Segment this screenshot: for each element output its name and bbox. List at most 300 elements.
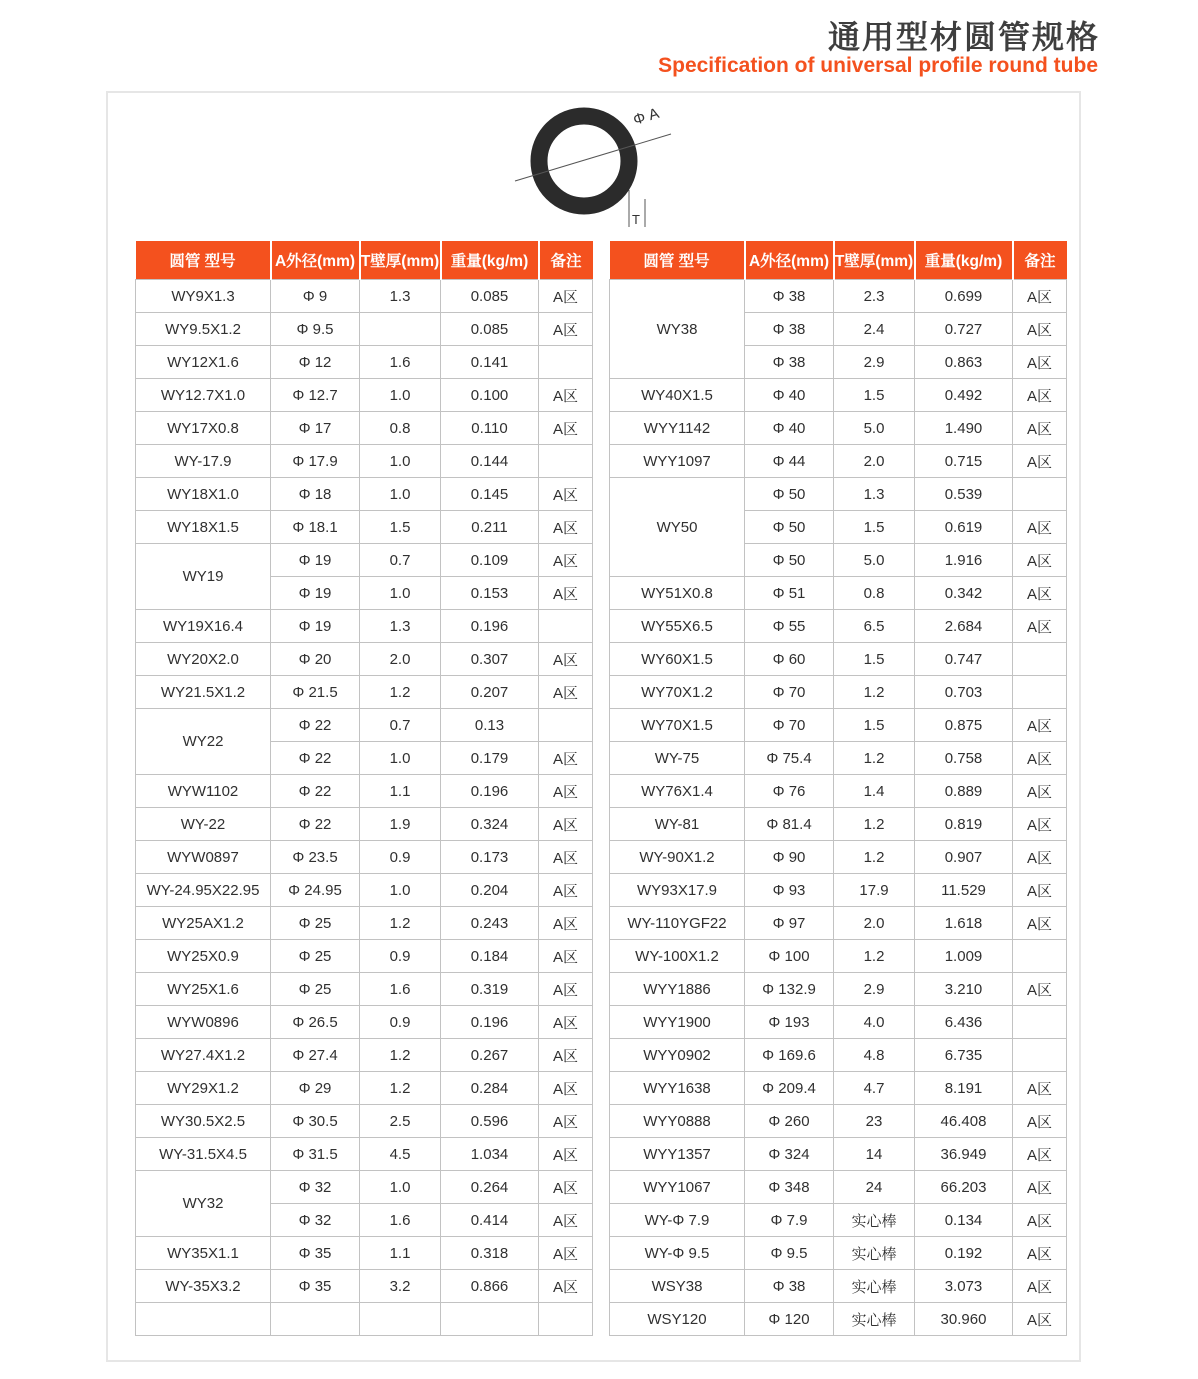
cell-note: A区 bbox=[539, 874, 593, 907]
cell-model: WY-24.95X22.95 bbox=[136, 874, 271, 907]
cell-weight: 30.960 bbox=[915, 1303, 1013, 1336]
cell-note: A区 bbox=[539, 511, 593, 544]
table-row bbox=[610, 478, 1067, 511]
cell-outer-diameter: Φ 70 bbox=[745, 709, 834, 742]
cell-outer-diameter: Φ 31.5 bbox=[271, 1138, 360, 1171]
cell-weight: 0.307 bbox=[441, 643, 539, 676]
cell-outer-diameter: Φ 38 bbox=[745, 1270, 834, 1303]
cell-outer-diameter: Φ 35 bbox=[271, 1270, 360, 1303]
cell-wall-thickness: 0.8 bbox=[834, 577, 915, 610]
cell-outer-diameter: Φ 120 bbox=[745, 1303, 834, 1336]
cell-weight: 66.203 bbox=[915, 1171, 1013, 1204]
cell-note: A区 bbox=[1013, 577, 1067, 610]
table-row bbox=[136, 478, 593, 511]
cell-outer-diameter: Φ 9.5 bbox=[271, 313, 360, 346]
cell-model: WY-22 bbox=[136, 808, 271, 841]
cell-weight: 0.100 bbox=[441, 379, 539, 412]
table-row bbox=[136, 907, 593, 940]
cell-weight: 0.153 bbox=[441, 577, 539, 610]
cell-weight: 0.196 bbox=[441, 775, 539, 808]
cell-outer-diameter: Φ 22 bbox=[271, 775, 360, 808]
cell-outer-diameter: Φ 30.5 bbox=[271, 1105, 360, 1138]
cell-outer-diameter: Φ 20 bbox=[271, 643, 360, 676]
cell-note: A区 bbox=[539, 478, 593, 511]
cell-outer-diameter: Φ 27.4 bbox=[271, 1039, 360, 1072]
cell-wall-thickness: 1.2 bbox=[834, 742, 915, 775]
cell-weight: 0.144 bbox=[441, 445, 539, 478]
cell-outer-diameter: Φ 50 bbox=[745, 544, 834, 577]
table-row bbox=[610, 643, 1067, 676]
cell-outer-diameter: Φ 324 bbox=[745, 1138, 834, 1171]
cell-weight: 0.539 bbox=[915, 478, 1013, 511]
cell-model: WY-Φ 9.5 bbox=[610, 1237, 745, 1270]
header-row bbox=[136, 241, 593, 280]
cell-weight: 1.618 bbox=[915, 907, 1013, 940]
cell-wall-thickness: 1.5 bbox=[360, 511, 441, 544]
cell-outer-diameter: Φ 60 bbox=[745, 643, 834, 676]
table-row bbox=[610, 1204, 1067, 1237]
cell-outer-diameter: Φ 260 bbox=[745, 1105, 834, 1138]
cell-note: A区 bbox=[539, 1237, 593, 1270]
cell-weight: 0.264 bbox=[441, 1171, 539, 1204]
cell-wall-thickness: 1.2 bbox=[834, 841, 915, 874]
table-row bbox=[610, 412, 1067, 445]
cell-weight: 0.414 bbox=[441, 1204, 539, 1237]
cell-weight: 6.436 bbox=[915, 1006, 1013, 1039]
cell-note bbox=[539, 709, 593, 742]
cell-model: WYY0902 bbox=[610, 1039, 745, 1072]
cell-weight: 0.619 bbox=[915, 511, 1013, 544]
cell-note bbox=[1013, 1006, 1067, 1039]
cell-model: WY17X0.8 bbox=[136, 412, 271, 445]
cell-weight: 36.949 bbox=[915, 1138, 1013, 1171]
cell-note: A区 bbox=[1013, 775, 1067, 808]
cell-note: A区 bbox=[539, 1006, 593, 1039]
cell-note: A区 bbox=[539, 1270, 593, 1303]
cell-model: WY-Φ 7.9 bbox=[610, 1204, 745, 1237]
cell-outer-diameter: Φ 38 bbox=[745, 346, 834, 379]
cell-model: WY19 bbox=[136, 544, 271, 610]
cell-wall-thickness: 0.7 bbox=[360, 544, 441, 577]
cell-outer-diameter: Φ 44 bbox=[745, 445, 834, 478]
cell-wall-thickness: 1.2 bbox=[360, 907, 441, 940]
cell-note: A区 bbox=[1013, 280, 1067, 313]
cell-model: WY-110YGF22 bbox=[610, 907, 745, 940]
cell-model: WY20X2.0 bbox=[136, 643, 271, 676]
cell-model: WY35X1.1 bbox=[136, 1237, 271, 1270]
cell-outer-diameter: Φ 90 bbox=[745, 841, 834, 874]
cell-weight: 46.408 bbox=[915, 1105, 1013, 1138]
cell-weight: 0.134 bbox=[915, 1204, 1013, 1237]
cell-note: A区 bbox=[539, 841, 593, 874]
cell-wall-thickness: 1.3 bbox=[360, 610, 441, 643]
cell-wall-thickness: 1.2 bbox=[360, 676, 441, 709]
cell-outer-diameter: Φ 55 bbox=[745, 610, 834, 643]
cell-outer-diameter: Φ 22 bbox=[271, 709, 360, 742]
cell-model: WY51X0.8 bbox=[610, 577, 745, 610]
cell-wall-thickness: 1.2 bbox=[360, 1039, 441, 1072]
cell-note bbox=[1013, 940, 1067, 973]
cell-wall-thickness: 实心棒 bbox=[834, 1303, 915, 1336]
table-row bbox=[136, 544, 593, 577]
cell-outer-diameter: Φ 70 bbox=[745, 676, 834, 709]
cell-wall-thickness: 1.2 bbox=[834, 940, 915, 973]
cell-note bbox=[539, 610, 593, 643]
cell-note: A区 bbox=[539, 313, 593, 346]
table-row bbox=[610, 775, 1067, 808]
cell-note: A区 bbox=[1013, 544, 1067, 577]
cell-model: WYW0897 bbox=[136, 841, 271, 874]
table-row bbox=[136, 1105, 593, 1138]
cell-model: WYY1886 bbox=[610, 973, 745, 1006]
cell-weight: 8.191 bbox=[915, 1072, 1013, 1105]
cell-wall-thickness: 17.9 bbox=[834, 874, 915, 907]
cell-wall-thickness: 实心棒 bbox=[834, 1204, 915, 1237]
cell-model: WY21.5X1.2 bbox=[136, 676, 271, 709]
tube-cross-section-diagram bbox=[513, 101, 683, 236]
cell-model: WY-81 bbox=[610, 808, 745, 841]
cell-model: WSY120 bbox=[610, 1303, 745, 1336]
cell-note: A区 bbox=[539, 940, 593, 973]
column-header: 重量(kg/m) bbox=[441, 241, 539, 280]
cell-weight: 0.211 bbox=[441, 511, 539, 544]
cell-outer-diameter: Φ 76 bbox=[745, 775, 834, 808]
cell-model: WY25X0.9 bbox=[136, 940, 271, 973]
cell-model: WYY0888 bbox=[610, 1105, 745, 1138]
cell-outer-diameter: Φ 38 bbox=[745, 313, 834, 346]
table-row bbox=[136, 346, 593, 379]
cell-model: WY-31.5X4.5 bbox=[136, 1138, 271, 1171]
cell-note: A区 bbox=[1013, 907, 1067, 940]
cell-weight: 0.192 bbox=[915, 1237, 1013, 1270]
cell-outer-diameter: Φ 7.9 bbox=[745, 1204, 834, 1237]
spec-table-left bbox=[135, 241, 593, 1336]
cell-outer-diameter: Φ 50 bbox=[745, 478, 834, 511]
cell-outer-diameter: Φ 19 bbox=[271, 544, 360, 577]
cell-wall-thickness: 1.1 bbox=[360, 775, 441, 808]
cell-weight: 6.735 bbox=[915, 1039, 1013, 1072]
cell-weight: 0.318 bbox=[441, 1237, 539, 1270]
cell-wall-thickness: 0.8 bbox=[360, 412, 441, 445]
cell-outer-diameter: Φ 97 bbox=[745, 907, 834, 940]
table-row bbox=[610, 742, 1067, 775]
cell-weight: 0.715 bbox=[915, 445, 1013, 478]
cell-outer-diameter: Φ 32 bbox=[271, 1171, 360, 1204]
cell-model: WYY1097 bbox=[610, 445, 745, 478]
cell-weight: 0.319 bbox=[441, 973, 539, 1006]
table-row bbox=[610, 1237, 1067, 1270]
table-row bbox=[136, 1270, 593, 1303]
cell-outer-diameter: Φ 40 bbox=[745, 412, 834, 445]
table-row bbox=[136, 1138, 593, 1171]
cell-model: WYY1900 bbox=[610, 1006, 745, 1039]
cell-weight: 11.529 bbox=[915, 874, 1013, 907]
table-row bbox=[136, 1072, 593, 1105]
cell-note: A区 bbox=[539, 973, 593, 1006]
cell-weight: 0.13 bbox=[441, 709, 539, 742]
cell-model: WYW1102 bbox=[136, 775, 271, 808]
cell-outer-diameter: Φ 193 bbox=[745, 1006, 834, 1039]
cell-weight: 0.747 bbox=[915, 643, 1013, 676]
cell-model: WY70X1.5 bbox=[610, 709, 745, 742]
cell-outer-diameter: Φ 348 bbox=[745, 1171, 834, 1204]
cell-model: WY40X1.5 bbox=[610, 379, 745, 412]
cell-model: WY19X16.4 bbox=[136, 610, 271, 643]
cell-model: WY55X6.5 bbox=[610, 610, 745, 643]
cell-weight: 1.490 bbox=[915, 412, 1013, 445]
cell-note: A区 bbox=[539, 280, 593, 313]
cell-note: A区 bbox=[1013, 1138, 1067, 1171]
cell-wall-thickness: 2.4 bbox=[834, 313, 915, 346]
table-row bbox=[136, 775, 593, 808]
cell-model: WY70X1.2 bbox=[610, 676, 745, 709]
cell-wall-thickness: 2.9 bbox=[834, 973, 915, 1006]
table-row bbox=[610, 1303, 1067, 1336]
cell-wall-thickness: 3.2 bbox=[360, 1270, 441, 1303]
cell-wall-thickness: 1.3 bbox=[834, 478, 915, 511]
cell-model: WY12.7X1.0 bbox=[136, 379, 271, 412]
cell-wall-thickness: 2.3 bbox=[834, 280, 915, 313]
cell-outer-diameter: Φ 25 bbox=[271, 940, 360, 973]
cell-weight bbox=[441, 1303, 539, 1336]
column-header: 重量(kg/m) bbox=[915, 241, 1013, 280]
cell-wall-thickness: 2.0 bbox=[834, 907, 915, 940]
cell-wall-thickness: 2.9 bbox=[834, 346, 915, 379]
cell-model: WY9X1.3 bbox=[136, 280, 271, 313]
table-row bbox=[610, 577, 1067, 610]
cell-note: A区 bbox=[1013, 1171, 1067, 1204]
cell-note bbox=[539, 346, 593, 379]
cell-outer-diameter: Φ 26.5 bbox=[271, 1006, 360, 1039]
cell-wall-thickness: 1.6 bbox=[360, 1204, 441, 1237]
cell-weight: 1.009 bbox=[915, 940, 1013, 973]
cell-wall-thickness: 2.5 bbox=[360, 1105, 441, 1138]
cell-note: A区 bbox=[539, 1039, 593, 1072]
table-row bbox=[610, 940, 1067, 973]
table-row bbox=[610, 808, 1067, 841]
cell-wall-thickness: 0.7 bbox=[360, 709, 441, 742]
cell-weight: 0.207 bbox=[441, 676, 539, 709]
cell-outer-diameter: Φ 75.4 bbox=[745, 742, 834, 775]
cell-model: WY60X1.5 bbox=[610, 643, 745, 676]
cell-wall-thickness bbox=[360, 1303, 441, 1336]
cell-wall-thickness: 4.7 bbox=[834, 1072, 915, 1105]
cell-model: WY50 bbox=[610, 478, 745, 577]
cell-note: A区 bbox=[1013, 874, 1067, 907]
table-row bbox=[610, 973, 1067, 1006]
cell-outer-diameter: Φ 12 bbox=[271, 346, 360, 379]
cell-wall-thickness: 1.0 bbox=[360, 1171, 441, 1204]
cell-note: A区 bbox=[539, 412, 593, 445]
cell-model: WY-90X1.2 bbox=[610, 841, 745, 874]
cell-outer-diameter: Φ 21.5 bbox=[271, 676, 360, 709]
table-row bbox=[610, 841, 1067, 874]
cell-wall-thickness: 2.0 bbox=[834, 445, 915, 478]
cell-outer-diameter: Φ 9 bbox=[271, 280, 360, 313]
cell-weight: 0.173 bbox=[441, 841, 539, 874]
cell-outer-diameter: Φ 93 bbox=[745, 874, 834, 907]
cell-note: A区 bbox=[1013, 973, 1067, 1006]
table-row bbox=[136, 445, 593, 478]
cell-weight: 0.184 bbox=[441, 940, 539, 973]
cell-model: WY38 bbox=[610, 280, 745, 379]
table-row bbox=[136, 1171, 593, 1204]
cell-outer-diameter: Φ 17 bbox=[271, 412, 360, 445]
cell-model: WY-75 bbox=[610, 742, 745, 775]
cell-outer-diameter: Φ 169.6 bbox=[745, 1039, 834, 1072]
table-row bbox=[610, 1072, 1067, 1105]
cell-wall-thickness: 1.1 bbox=[360, 1237, 441, 1270]
cell-note: A区 bbox=[1013, 1237, 1067, 1270]
cell-note: A区 bbox=[1013, 511, 1067, 544]
cell-model: WY-17.9 bbox=[136, 445, 271, 478]
cell-note: A区 bbox=[539, 775, 593, 808]
cell-outer-diameter: Φ 51 bbox=[745, 577, 834, 610]
cell-note: A区 bbox=[1013, 709, 1067, 742]
cell-model: WY18X1.5 bbox=[136, 511, 271, 544]
cell-weight: 3.210 bbox=[915, 973, 1013, 1006]
cell-note bbox=[539, 1303, 593, 1336]
cell-model: WYW0896 bbox=[136, 1006, 271, 1039]
table-row bbox=[610, 1006, 1067, 1039]
table-row bbox=[136, 940, 593, 973]
table-row bbox=[610, 379, 1067, 412]
cell-weight: 0.141 bbox=[441, 346, 539, 379]
cell-weight: 0.889 bbox=[915, 775, 1013, 808]
cell-outer-diameter: Φ 50 bbox=[745, 511, 834, 544]
cell-weight: 0.863 bbox=[915, 346, 1013, 379]
diameter-label: Φ A bbox=[631, 104, 662, 129]
table-row bbox=[610, 709, 1067, 742]
cell-wall-thickness: 1.5 bbox=[834, 511, 915, 544]
cell-model: WY93X17.9 bbox=[610, 874, 745, 907]
cell-wall-thickness: 1.3 bbox=[360, 280, 441, 313]
table-row bbox=[610, 280, 1067, 313]
table-row bbox=[136, 313, 593, 346]
cell-wall-thickness: 5.0 bbox=[834, 412, 915, 445]
cell-weight: 0.727 bbox=[915, 313, 1013, 346]
cell-weight: 0.907 bbox=[915, 841, 1013, 874]
cell-note: A区 bbox=[539, 808, 593, 841]
cell-outer-diameter: Φ 9.5 bbox=[745, 1237, 834, 1270]
cell-note: A区 bbox=[539, 379, 593, 412]
cell-model bbox=[136, 1303, 271, 1336]
cell-note: A区 bbox=[1013, 841, 1067, 874]
cell-model: WY27.4X1.2 bbox=[136, 1039, 271, 1072]
cell-wall-thickness: 0.9 bbox=[360, 1006, 441, 1039]
cell-weight: 0.085 bbox=[441, 313, 539, 346]
table-row bbox=[136, 379, 593, 412]
table-row bbox=[610, 874, 1067, 907]
cell-model: WYY1638 bbox=[610, 1072, 745, 1105]
cell-model: WY12X1.6 bbox=[136, 346, 271, 379]
table-row bbox=[610, 1171, 1067, 1204]
table-row bbox=[136, 841, 593, 874]
cell-outer-diameter: Φ 25 bbox=[271, 907, 360, 940]
cell-wall-thickness: 1.5 bbox=[834, 709, 915, 742]
page-subtitle: Specification of universal profile round tube bbox=[658, 54, 1098, 77]
table-row bbox=[610, 907, 1067, 940]
cell-outer-diameter: Φ 23.5 bbox=[271, 841, 360, 874]
cell-wall-thickness: 0.9 bbox=[360, 841, 441, 874]
cell-weight: 0.492 bbox=[915, 379, 1013, 412]
cell-model: WY-35X3.2 bbox=[136, 1270, 271, 1303]
cell-weight: 1.034 bbox=[441, 1138, 539, 1171]
cell-note: A区 bbox=[1013, 1303, 1067, 1336]
cell-note: A区 bbox=[1013, 1072, 1067, 1105]
cell-note bbox=[1013, 643, 1067, 676]
cell-note bbox=[1013, 478, 1067, 511]
cell-wall-thickness: 1.0 bbox=[360, 874, 441, 907]
table-row bbox=[610, 1039, 1067, 1072]
cell-outer-diameter: Φ 209.4 bbox=[745, 1072, 834, 1105]
cell-note: A区 bbox=[1013, 1204, 1067, 1237]
cell-wall-thickness: 1.0 bbox=[360, 577, 441, 610]
cell-note: A区 bbox=[1013, 445, 1067, 478]
column-header: T壁厚(mm) bbox=[360, 241, 441, 280]
table-row bbox=[136, 1039, 593, 1072]
cell-weight: 0.204 bbox=[441, 874, 539, 907]
cell-model: WY22 bbox=[136, 709, 271, 775]
table-row bbox=[136, 1303, 593, 1336]
cell-model: WYY1067 bbox=[610, 1171, 745, 1204]
cell-outer-diameter: Φ 19 bbox=[271, 610, 360, 643]
cell-outer-diameter: Φ 22 bbox=[271, 808, 360, 841]
cell-outer-diameter: Φ 38 bbox=[745, 280, 834, 313]
cell-note: A区 bbox=[1013, 1105, 1067, 1138]
cell-wall-thickness: 4.5 bbox=[360, 1138, 441, 1171]
cell-wall-thickness: 14 bbox=[834, 1138, 915, 1171]
cell-wall-thickness: 1.0 bbox=[360, 478, 441, 511]
cell-note: A区 bbox=[539, 742, 593, 775]
cell-wall-thickness: 23 bbox=[834, 1105, 915, 1138]
cell-weight: 0.196 bbox=[441, 610, 539, 643]
cell-model: WY18X1.0 bbox=[136, 478, 271, 511]
cell-outer-diameter: Φ 40 bbox=[745, 379, 834, 412]
cell-weight: 0.179 bbox=[441, 742, 539, 775]
cell-note: A区 bbox=[539, 577, 593, 610]
cell-weight: 0.085 bbox=[441, 280, 539, 313]
cell-wall-thickness bbox=[360, 313, 441, 346]
cell-model: WY9.5X1.2 bbox=[136, 313, 271, 346]
cell-outer-diameter: Φ 12.7 bbox=[271, 379, 360, 412]
cell-note: A区 bbox=[539, 643, 593, 676]
cell-wall-thickness: 5.0 bbox=[834, 544, 915, 577]
cell-model: WY-100X1.2 bbox=[610, 940, 745, 973]
column-header: 圆管 型号 bbox=[136, 241, 271, 280]
cell-note bbox=[1013, 1039, 1067, 1072]
cell-outer-diameter: Φ 81.4 bbox=[745, 808, 834, 841]
cell-note: A区 bbox=[1013, 346, 1067, 379]
cell-wall-thickness: 1.5 bbox=[834, 643, 915, 676]
cell-model: WYY1142 bbox=[610, 412, 745, 445]
cell-outer-diameter: Φ 19 bbox=[271, 577, 360, 610]
cell-model: WY29X1.2 bbox=[136, 1072, 271, 1105]
column-header: 圆管 型号 bbox=[610, 241, 745, 280]
cell-model: WY25X1.6 bbox=[136, 973, 271, 1006]
thickness-label: T bbox=[632, 212, 640, 227]
cell-note: A区 bbox=[1013, 1270, 1067, 1303]
cell-weight: 0.243 bbox=[441, 907, 539, 940]
cell-outer-diameter: Φ 18 bbox=[271, 478, 360, 511]
cell-note: A区 bbox=[1013, 412, 1067, 445]
column-header: T壁厚(mm) bbox=[834, 241, 915, 280]
cell-wall-thickness: 1.2 bbox=[834, 676, 915, 709]
cell-wall-thickness: 4.0 bbox=[834, 1006, 915, 1039]
column-header: 备注 bbox=[539, 241, 593, 280]
cell-weight: 0.196 bbox=[441, 1006, 539, 1039]
table-row bbox=[136, 1006, 593, 1039]
